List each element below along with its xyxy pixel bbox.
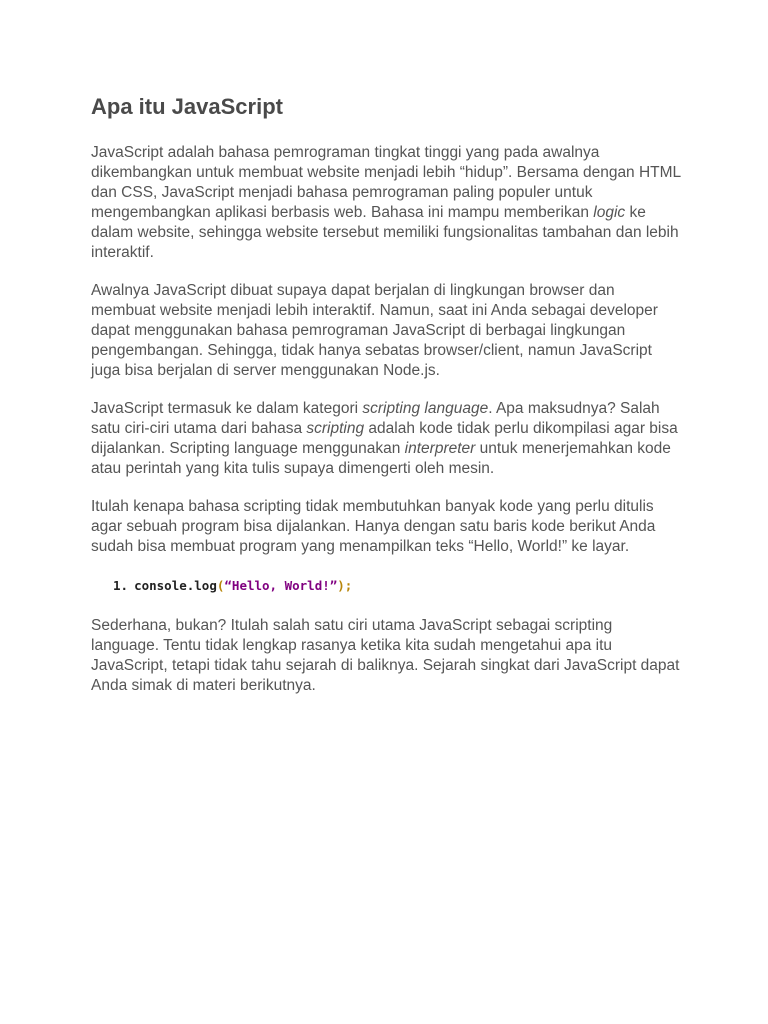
paragraph-intro-text-b: ke dalam website, sehingga website tersebut memiliki fungsionalitas tambahan dan lebih interaktif.: [91, 204, 679, 261]
paragraph-scripting-text-a: JavaScript termasuk ke dalam kategori: [91, 400, 363, 417]
code-line-number: 1.: [113, 578, 129, 593]
emphasis-interpreter: interpreter: [404, 440, 476, 457]
article: [91, 92, 681, 714]
paragraph-scripting-text-c: adalah kode tidak perlu dikompilasi agar bisa dijalankan. Scripting language menggunakan: [91, 420, 678, 457]
code-open-paren: (: [216, 578, 225, 593]
paragraph-scripting-text-b: . Apa maksudnya? Salah satu ciri-ciri utama dari bahasa: [91, 400, 660, 437]
paragraph-origin: Awalnya JavaScript dibuat supaya dapat berjalan di lingkungan browser dan membuat website menjadi lebih interaktif. Namun, saat ini Anda sebagai developer dapat menggunakan bahasa pemrograman JavaScript di berbagai lingkungan pengembangan. Sehingga, tidak hanya sebatas browser/client, namun JavaScript juga bisa berjalan di server menggunakan Node.js.: [91, 282, 658, 379]
paragraph-intro: [91, 143, 681, 263]
paragraph-scripting-text-d: untuk menerjemahkan kode atau perintah yang kita tulis supaya dimengerti oleh mesin.: [91, 440, 671, 477]
page-title: Apa itu JavaScript: [91, 94, 283, 119]
emphasis-logic: logic: [593, 204, 626, 221]
code-function: console.log: [134, 578, 217, 593]
paragraph-intro-text-a: JavaScript adalah bahasa pemrograman tingkat tinggi yang pada awalnya dikembangkan untuk membuat website menjadi lebih “hidup”. Bersama dengan HTML dan CSS, JavaScript menjadi bahasa pemrograman paling populer untuk mengembangkan aplikasi berbasis web. Bahasa ini mampu memberikan: [91, 144, 681, 221]
paragraph-conclusion: Sederhana, bukan? Itulah salah satu ciri utama JavaScript sebagai scripting language. Tentu tidak lengkap rasanya ketika kita sudah mengetahui apa itu JavaScript, tetapi tidak tahu sejarah di baliknya. Sejarah singkat dari JavaScript dapat Anda simak di materi berikutnya.: [91, 617, 680, 694]
paragraph-hello-world: Itulah kenapa bahasa scripting tidak membutuhkan banyak kode yang perlu ditulis agar sebuah program bisa dijalankan. Hanya dengan satu baris kode berikut Anda sudah bisa membuat program yang menampilkan teks “Hello, World!” ke layar.: [91, 498, 656, 555]
code-string: “Hello, World!”: [224, 578, 338, 593]
emphasis-scripting: scripting: [306, 420, 365, 437]
paragraph-scripting: [91, 399, 681, 479]
code-block: [113, 577, 681, 595]
code-close-paren: );: [337, 578, 353, 593]
emphasis-scripting-language: scripting language: [362, 400, 489, 417]
